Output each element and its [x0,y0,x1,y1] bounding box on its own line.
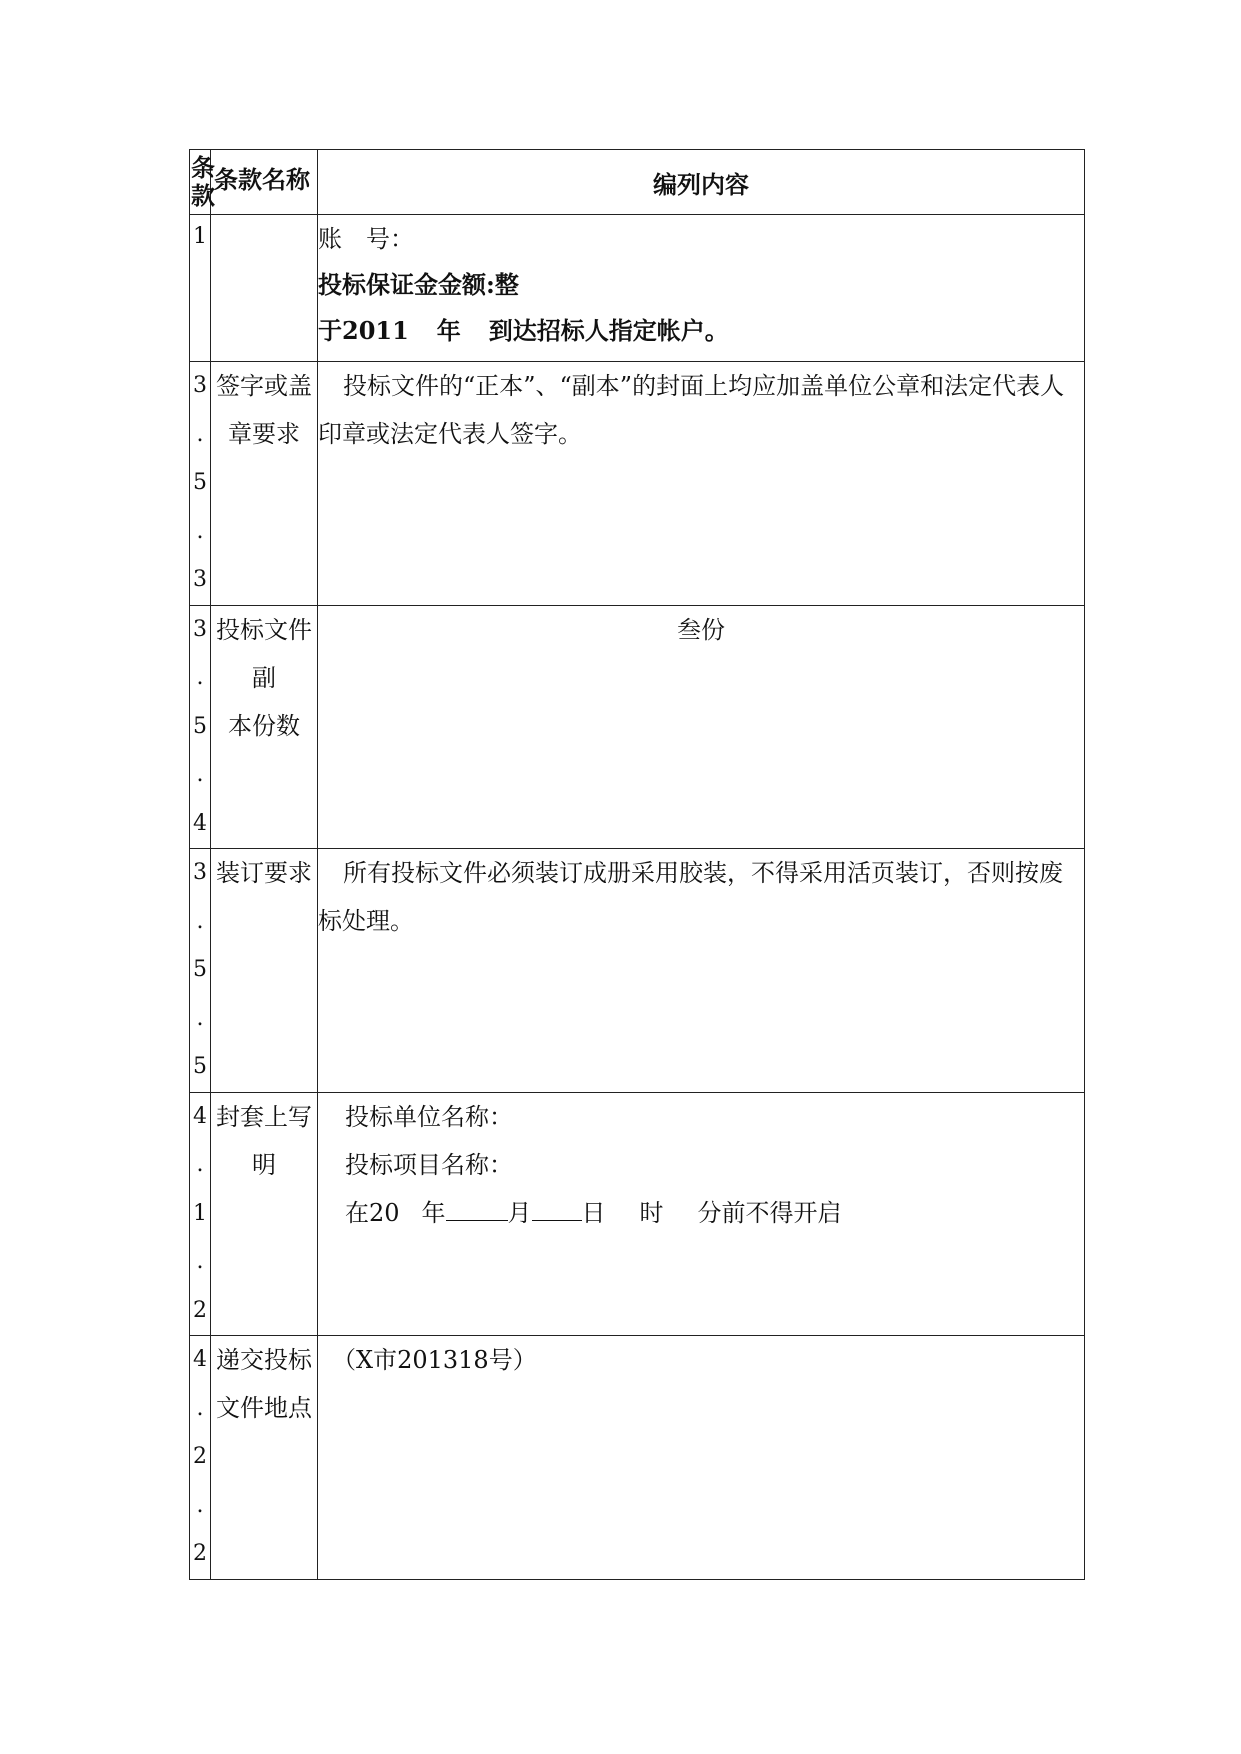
clause-number: 4 . 2 . 2 [190,1336,211,1580]
clause-content [318,1092,1085,1336]
table-row [190,1092,1085,1336]
open-time-line: 在20 年 月 日 时 分前不得开启 [345,1189,1084,1237]
clause-name [211,215,318,362]
day-blank [532,1196,582,1221]
bond-amount-line: 投标保证金金额:整 [318,270,519,299]
clause-content [318,605,1085,849]
header-clause-name: 条款名称 [211,150,318,215]
signature-requirement-text: 投标文件的“正本”、“副本”的封面上均应加盖单位公章和法定代表人印章或法定代表人签字。 [318,372,1065,448]
clause-content [318,215,1085,362]
clause-name: 装订要求 [211,849,318,1093]
bidder-name-line: 投标单位名称： [345,1102,513,1131]
clause-name: 投标文件 副 本份数 [211,605,318,849]
submission-location-text: （X市201318号） [332,1346,537,1374]
table-row [190,1336,1085,1580]
clause-name: 封套上写 明 [211,1092,318,1336]
month-blank [446,1196,508,1221]
table-row [190,362,1085,606]
project-name-line: 投标项目名称： [345,1150,513,1179]
table-row [190,849,1085,1093]
clause-number: 3 . 5 . 3 [190,362,211,606]
header-clause-number: 条款 [190,150,211,215]
table-header-row [190,150,1085,215]
copy-count-text: 叁份 [677,615,725,644]
table-row [190,605,1085,849]
bid-terms-table [189,149,1085,1580]
table-row [190,215,1085,362]
clause-content [318,849,1085,1093]
clause-name: 签字或盖 章要求 [211,362,318,606]
clause-number: 3 . 5 . 5 [190,849,211,1093]
clause-number: 3 . 5 . 4 [190,605,211,849]
binding-requirement-text: 所有投标文件必须装订成册采用胶装，不得采用活页装订，否则按废标处理。 [318,859,1063,935]
account-line: 账 号： [318,225,414,253]
header-content: 编列内容 [318,150,1085,215]
clause-name: 递交投标 文件地点 [211,1336,318,1580]
deadline-line: 于2011 年 到达招标人指定帐户。 [318,316,729,345]
clause-content [318,1336,1085,1580]
clause-number: 1 [190,215,211,362]
clause-content [318,362,1085,606]
clause-number: 4 . 1 . 2 [190,1092,211,1336]
